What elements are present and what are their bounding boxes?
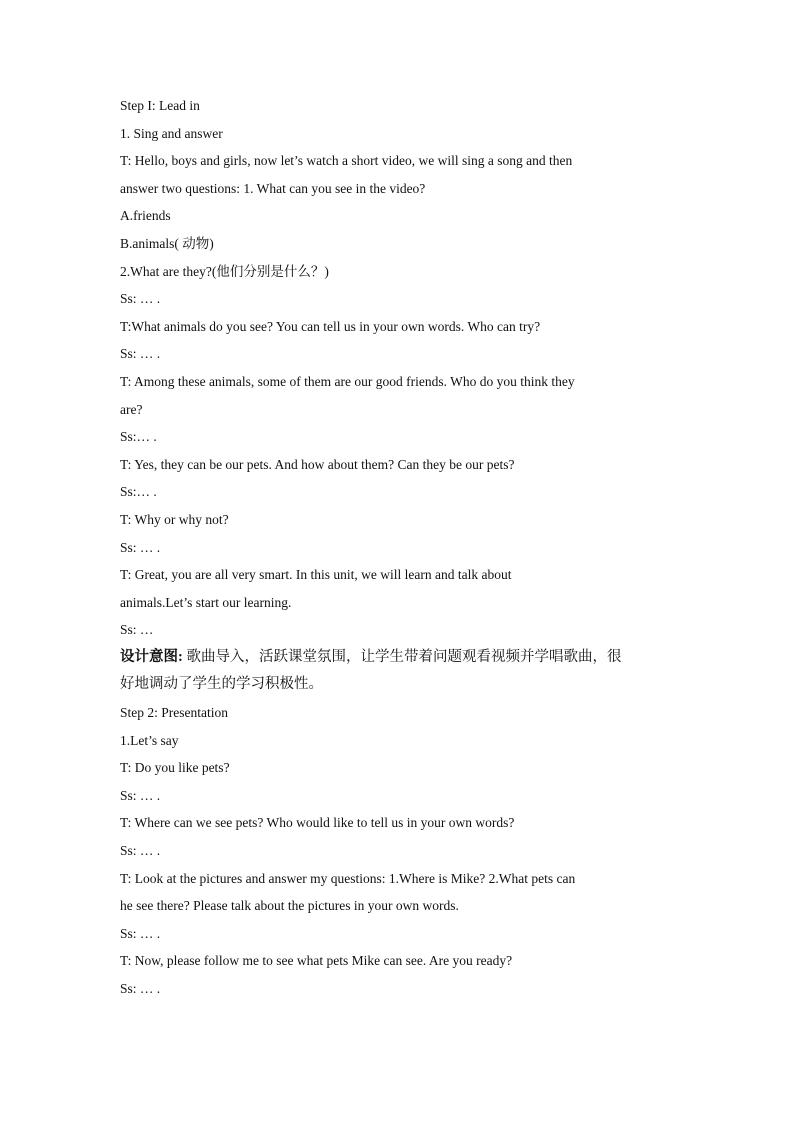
text-line: T: Great, you are all very smart. In this unit, we will learn and talk about (120, 567, 512, 583)
text-line: answer two questions: 1. What can you see in the video? (120, 180, 426, 196)
lets-say-heading: 1.Let’s say (120, 732, 179, 748)
text-line: T: Now, please follow me to see what pets Mike can see. Are you ready? (120, 953, 513, 969)
text-line: he see there? Please talk about the pictures in your own words. (120, 898, 459, 914)
step2-heading: Step 2: Presentation (120, 705, 228, 721)
text-line: T: Among these animals, some of them are our good friends. Who do you think they (120, 373, 575, 389)
text-line: T: Yes, they can be our pets. And how about them? Can they be our pets? (120, 456, 515, 472)
student-response: Ss: … . (120, 787, 161, 803)
question-2: 2.What are they?(他们分别是什么？) (120, 263, 329, 279)
sing-and-answer-heading: 1. Sing and answer (120, 125, 223, 141)
step1-heading: Step I: Lead in (120, 98, 200, 113)
design-intent-text: 歌曲导入，活跃课堂氛围，让学生带着问题观看视频并学唱歌曲，很 (182, 648, 622, 665)
student-response: Ss: … . (120, 925, 161, 941)
document-body (120, 92, 680, 1003)
student-response: Ss: … . (120, 291, 161, 307)
student-response: Ss: … . (120, 346, 161, 362)
text-line: T: Look at the pictures and answer my questions: 1.Where is Mike? 2.What pets can (120, 870, 576, 886)
student-response: Ss:… . (120, 484, 157, 500)
student-response: Ss: … . (120, 981, 161, 996)
design-intent-line-2: 好地调动了学生的学习积极性。 (120, 676, 323, 693)
student-response: Ss:… . (120, 429, 157, 445)
text-line: T:What animals do you see? You can tell us in your own words. Who can try? (120, 318, 541, 334)
design-intent-label: 设计意图: (120, 648, 183, 665)
text-line: animals.Let’s start our learning. (120, 594, 292, 610)
text-line: T: Why or why not? (120, 511, 229, 527)
design-intent-line (120, 644, 680, 672)
student-response: Ss: … . (120, 539, 161, 555)
student-response: Ss: … . (120, 843, 161, 859)
option-b: B.animals( 动物) (120, 235, 214, 251)
student-response: Ss: … (120, 622, 154, 638)
text-line: are? (120, 401, 143, 417)
text-line: T: Do you like pets? (120, 760, 230, 776)
text-line: T: Where can we see pets? Who would like to tell us in your own words? (120, 815, 515, 831)
option-a: A.friends (120, 208, 171, 224)
text-line: T: Hello, boys and girls, now let’s watch a short video, we will sing a song and then (120, 153, 573, 169)
